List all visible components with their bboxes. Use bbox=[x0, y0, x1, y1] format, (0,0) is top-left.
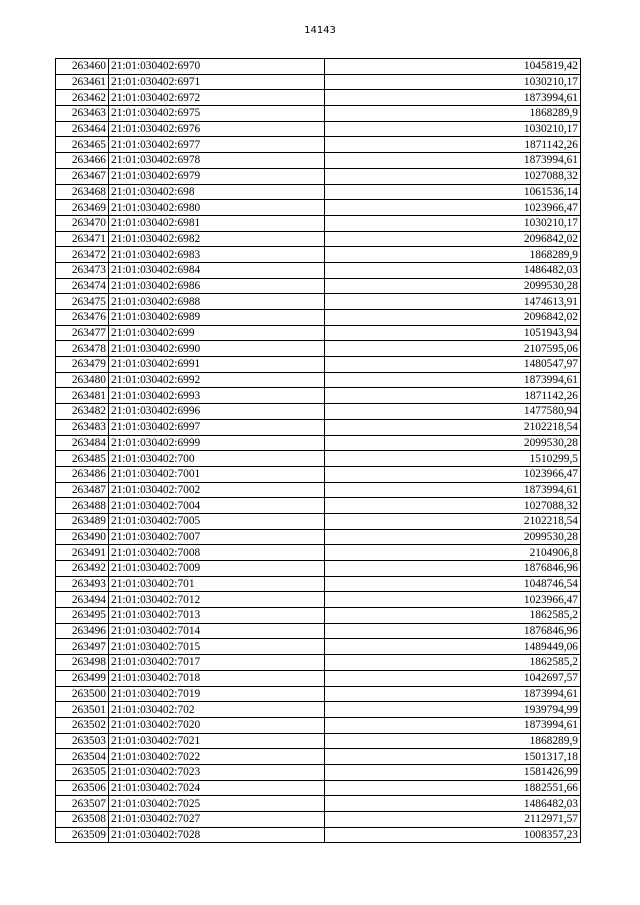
cadastral-value-cell: 1486482,03 bbox=[325, 262, 581, 278]
table-row bbox=[56, 702, 581, 718]
cadastral-value-cell: 2112971,57 bbox=[325, 812, 581, 828]
cadastral-value-cell: 1868289,9 bbox=[325, 733, 581, 749]
cadastral-value-cell: 1871142,26 bbox=[325, 388, 581, 404]
row-number-cell: 263478 bbox=[56, 341, 109, 357]
cadastral-number-cell: 21:01:030402:6977 bbox=[109, 137, 325, 153]
row-number-cell: 263488 bbox=[56, 498, 109, 514]
row-number-cell: 263479 bbox=[56, 357, 109, 373]
cadastral-number-cell: 21:01:030402:7014 bbox=[109, 623, 325, 639]
table-row bbox=[56, 278, 581, 294]
row-number-cell: 263477 bbox=[56, 325, 109, 341]
cadastral-value-cell: 1501317,18 bbox=[325, 749, 581, 765]
cadastral-number-cell: 21:01:030402:7001 bbox=[109, 466, 325, 482]
row-number-cell: 263491 bbox=[56, 545, 109, 561]
cadastral-value-cell: 1876846,96 bbox=[325, 623, 581, 639]
cadastral-value-cell: 1027088,32 bbox=[325, 168, 581, 184]
cadastral-value-cell: 1023966,47 bbox=[325, 200, 581, 216]
page-number: 14143 bbox=[304, 25, 336, 36]
table-row bbox=[56, 168, 581, 184]
table-row bbox=[56, 592, 581, 608]
cadastral-number-cell: 21:01:030402:6976 bbox=[109, 121, 325, 137]
cadastral-value-cell: 1939794,99 bbox=[325, 702, 581, 718]
row-number-cell: 263464 bbox=[56, 121, 109, 137]
row-number-cell: 263468 bbox=[56, 184, 109, 200]
cadastral-number-cell: 21:01:030402:7012 bbox=[109, 592, 325, 608]
row-number-cell: 263509 bbox=[56, 827, 109, 843]
cadastral-number-cell: 21:01:030402:6989 bbox=[109, 310, 325, 326]
cadastral-number-cell: 21:01:030402:6975 bbox=[109, 106, 325, 122]
table-row bbox=[56, 466, 581, 482]
table-row bbox=[56, 419, 581, 435]
cadastral-value-cell: 1882551,66 bbox=[325, 780, 581, 796]
cadastral-value-cell: 1873994,61 bbox=[325, 717, 581, 733]
cadastral-number-cell: 21:01:030402:6991 bbox=[109, 357, 325, 373]
cadastral-value-cell: 1030210,17 bbox=[325, 215, 581, 231]
row-number-cell: 263480 bbox=[56, 372, 109, 388]
row-number-cell: 263465 bbox=[56, 137, 109, 153]
table-row bbox=[56, 153, 581, 169]
cadastral-number-cell: 21:01:030402:6982 bbox=[109, 231, 325, 247]
row-number-cell: 263481 bbox=[56, 388, 109, 404]
cadastral-number-cell: 21:01:030402:6984 bbox=[109, 262, 325, 278]
cadastral-number-cell: 21:01:030402:7028 bbox=[109, 827, 325, 843]
row-number-cell: 263460 bbox=[56, 59, 109, 75]
table-row bbox=[56, 827, 581, 843]
cadastral-value-cell: 2099530,28 bbox=[325, 435, 581, 451]
table-row bbox=[56, 435, 581, 451]
cadastral-value-cell: 2099530,28 bbox=[325, 529, 581, 545]
cadastral-value-cell: 2102218,54 bbox=[325, 419, 581, 435]
row-number-cell: 263506 bbox=[56, 780, 109, 796]
row-number-cell: 263470 bbox=[56, 215, 109, 231]
table-row bbox=[56, 764, 581, 780]
row-number-cell: 263504 bbox=[56, 749, 109, 765]
row-number-cell: 263501 bbox=[56, 702, 109, 718]
table-row bbox=[56, 121, 581, 137]
cadastral-value-cell: 1876846,96 bbox=[325, 561, 581, 577]
cadastral-number-cell: 21:01:030402:6970 bbox=[109, 59, 325, 75]
table-row bbox=[56, 623, 581, 639]
cadastral-number-cell: 21:01:030402:7023 bbox=[109, 764, 325, 780]
table-row bbox=[56, 200, 581, 216]
cadastral-value-cell: 1873994,61 bbox=[325, 686, 581, 702]
cadastral-number-cell: 21:01:030402:7018 bbox=[109, 670, 325, 686]
table-row bbox=[56, 796, 581, 812]
cadastral-number-cell: 21:01:030402:7019 bbox=[109, 686, 325, 702]
table-row bbox=[56, 733, 581, 749]
cadastral-number-cell: 21:01:030402:6978 bbox=[109, 153, 325, 169]
row-number-cell: 263461 bbox=[56, 74, 109, 90]
cadastral-number-cell: 21:01:030402:7027 bbox=[109, 812, 325, 828]
table-row bbox=[56, 717, 581, 733]
table-row bbox=[56, 639, 581, 655]
row-number-cell: 263473 bbox=[56, 262, 109, 278]
cadastral-value-cell: 1873994,61 bbox=[325, 482, 581, 498]
table-row bbox=[56, 294, 581, 310]
cadastral-value-cell: 1862585,2 bbox=[325, 608, 581, 624]
table-row bbox=[56, 325, 581, 341]
row-number-cell: 263507 bbox=[56, 796, 109, 812]
cadastral-value-cell: 1048746,54 bbox=[325, 576, 581, 592]
cadastral-number-cell: 21:01:030402:6992 bbox=[109, 372, 325, 388]
cadastral-value-cell: 1480547,97 bbox=[325, 357, 581, 373]
cadastral-number-cell: 21:01:030402:7002 bbox=[109, 482, 325, 498]
cadastral-number-cell: 21:01:030402:6983 bbox=[109, 247, 325, 263]
row-number-cell: 263492 bbox=[56, 561, 109, 577]
cadastral-number-cell: 21:01:030402:7022 bbox=[109, 749, 325, 765]
table-row bbox=[56, 670, 581, 686]
table-row bbox=[56, 513, 581, 529]
table-row bbox=[56, 262, 581, 278]
cadastral-number-cell: 21:01:030402:6971 bbox=[109, 74, 325, 90]
table-row bbox=[56, 184, 581, 200]
row-number-cell: 263483 bbox=[56, 419, 109, 435]
table-row bbox=[56, 215, 581, 231]
row-number-cell: 263467 bbox=[56, 168, 109, 184]
table-row bbox=[56, 372, 581, 388]
cadastral-value-cell: 1030210,17 bbox=[325, 121, 581, 137]
row-number-cell: 263484 bbox=[56, 435, 109, 451]
cadastral-value-cell: 1862585,2 bbox=[325, 655, 581, 671]
cadastral-value-cell: 1868289,9 bbox=[325, 247, 581, 263]
row-number-cell: 263508 bbox=[56, 812, 109, 828]
cadastral-value-cell: 2107595,06 bbox=[325, 341, 581, 357]
row-number-cell: 263497 bbox=[56, 639, 109, 655]
cadastral-number-cell: 21:01:030402:6997 bbox=[109, 419, 325, 435]
table-row bbox=[56, 749, 581, 765]
table-row bbox=[56, 576, 581, 592]
table-row bbox=[56, 59, 581, 75]
table-row bbox=[56, 341, 581, 357]
table-row bbox=[56, 247, 581, 263]
table-row bbox=[56, 608, 581, 624]
row-number-cell: 263495 bbox=[56, 608, 109, 624]
row-number-cell: 263472 bbox=[56, 247, 109, 263]
cadastral-number-cell: 21:01:030402:7008 bbox=[109, 545, 325, 561]
cadastral-number-cell: 21:01:030402:6996 bbox=[109, 404, 325, 420]
table-row bbox=[56, 90, 581, 106]
row-number-cell: 263490 bbox=[56, 529, 109, 545]
cadastral-number-cell: 21:01:030402:6999 bbox=[109, 435, 325, 451]
cadastral-number-cell: 21:01:030402:6980 bbox=[109, 200, 325, 216]
table-row bbox=[56, 686, 581, 702]
cadastral-number-cell: 21:01:030402:7025 bbox=[109, 796, 325, 812]
row-number-cell: 263463 bbox=[56, 106, 109, 122]
cadastral-value-cell: 1030210,17 bbox=[325, 74, 581, 90]
cadastral-value-cell: 1868289,9 bbox=[325, 106, 581, 122]
cadastral-value-cell: 1873994,61 bbox=[325, 90, 581, 106]
table-row bbox=[56, 74, 581, 90]
cadastral-number-cell: 21:01:030402:6993 bbox=[109, 388, 325, 404]
cadastral-value-cell: 1873994,61 bbox=[325, 372, 581, 388]
cadastral-value-cell: 1027088,32 bbox=[325, 498, 581, 514]
row-number-cell: 263471 bbox=[56, 231, 109, 247]
cadastral-number-cell: 21:01:030402:7017 bbox=[109, 655, 325, 671]
row-number-cell: 263493 bbox=[56, 576, 109, 592]
cadastral-value-cell: 1871142,26 bbox=[325, 137, 581, 153]
cadastral-value-cell: 1042697,57 bbox=[325, 670, 581, 686]
cadastral-number-cell: 21:01:030402:7021 bbox=[109, 733, 325, 749]
row-number-cell: 263462 bbox=[56, 90, 109, 106]
table-row bbox=[56, 498, 581, 514]
table-row bbox=[56, 812, 581, 828]
row-number-cell: 263499 bbox=[56, 670, 109, 686]
cadastral-number-cell: 21:01:030402:6986 bbox=[109, 278, 325, 294]
table-row bbox=[56, 545, 581, 561]
table-row bbox=[56, 561, 581, 577]
table-row bbox=[56, 655, 581, 671]
cadastral-value-cell: 1474613,91 bbox=[325, 294, 581, 310]
row-number-cell: 263500 bbox=[56, 686, 109, 702]
cadastral-number-cell: 21:01:030402:702 bbox=[109, 702, 325, 718]
cadastral-number-cell: 21:01:030402:701 bbox=[109, 576, 325, 592]
table-row bbox=[56, 404, 581, 420]
cadastral-number-cell: 21:01:030402:7009 bbox=[109, 561, 325, 577]
cadastral-value-cell: 1061536,14 bbox=[325, 184, 581, 200]
table-row bbox=[56, 529, 581, 545]
cadastral-value-cell: 1581426,99 bbox=[325, 764, 581, 780]
cadastral-number-cell: 21:01:030402:6981 bbox=[109, 215, 325, 231]
cadastral-number-cell: 21:01:030402:7013 bbox=[109, 608, 325, 624]
row-number-cell: 263485 bbox=[56, 451, 109, 467]
cadastral-value-cell: 1489449,06 bbox=[325, 639, 581, 655]
row-number-cell: 263502 bbox=[56, 717, 109, 733]
cadastral-number-cell: 21:01:030402:7004 bbox=[109, 498, 325, 514]
cadastral-value-cell: 1023966,47 bbox=[325, 466, 581, 482]
table-row bbox=[56, 137, 581, 153]
cadastral-value-cell: 2096842,02 bbox=[325, 231, 581, 247]
table-row bbox=[56, 357, 581, 373]
cadastral-value-cell: 1477580,94 bbox=[325, 404, 581, 420]
table-row bbox=[56, 451, 581, 467]
cadastral-number-cell: 21:01:030402:6990 bbox=[109, 341, 325, 357]
cadastral-number-cell: 21:01:030402:700 bbox=[109, 451, 325, 467]
row-number-cell: 263474 bbox=[56, 278, 109, 294]
table-row bbox=[56, 388, 581, 404]
table-row bbox=[56, 106, 581, 122]
cadastral-number-cell: 21:01:030402:7015 bbox=[109, 639, 325, 655]
cadastral-value-cell: 1008357,23 bbox=[325, 827, 581, 843]
cadastral-value-cell: 2096842,02 bbox=[325, 310, 581, 326]
cadastral-value-table bbox=[55, 58, 581, 843]
row-number-cell: 263505 bbox=[56, 764, 109, 780]
cadastral-value-cell: 1045819,42 bbox=[325, 59, 581, 75]
cadastral-number-cell: 21:01:030402:6979 bbox=[109, 168, 325, 184]
row-number-cell: 263498 bbox=[56, 655, 109, 671]
row-number-cell: 263466 bbox=[56, 153, 109, 169]
cadastral-number-cell: 21:01:030402:6988 bbox=[109, 294, 325, 310]
cadastral-number-cell: 21:01:030402:7024 bbox=[109, 780, 325, 796]
cadastral-value-cell: 1486482,03 bbox=[325, 796, 581, 812]
cadastral-value-cell: 1510299,5 bbox=[325, 451, 581, 467]
cadastral-value-cell: 2102218,54 bbox=[325, 513, 581, 529]
table-row bbox=[56, 310, 581, 326]
cadastral-value-cell: 2104906,8 bbox=[325, 545, 581, 561]
row-number-cell: 263475 bbox=[56, 294, 109, 310]
table-row bbox=[56, 231, 581, 247]
cadastral-number-cell: 21:01:030402:7007 bbox=[109, 529, 325, 545]
cadastral-number-cell: 21:01:030402:699 bbox=[109, 325, 325, 341]
table-row bbox=[56, 780, 581, 796]
table-row bbox=[56, 482, 581, 498]
cadastral-number-cell: 21:01:030402:7005 bbox=[109, 513, 325, 529]
row-number-cell: 263496 bbox=[56, 623, 109, 639]
row-number-cell: 263469 bbox=[56, 200, 109, 216]
row-number-cell: 263487 bbox=[56, 482, 109, 498]
row-number-cell: 263486 bbox=[56, 466, 109, 482]
cadastral-value-cell: 1051943,94 bbox=[325, 325, 581, 341]
cadastral-value-cell: 1023966,47 bbox=[325, 592, 581, 608]
cadastral-value-cell: 1873994,61 bbox=[325, 153, 581, 169]
row-number-cell: 263482 bbox=[56, 404, 109, 420]
cadastral-number-cell: 21:01:030402:7020 bbox=[109, 717, 325, 733]
row-number-cell: 263503 bbox=[56, 733, 109, 749]
row-number-cell: 263476 bbox=[56, 310, 109, 326]
cadastral-number-cell: 21:01:030402:698 bbox=[109, 184, 325, 200]
cadastral-value-cell: 2099530,28 bbox=[325, 278, 581, 294]
row-number-cell: 263494 bbox=[56, 592, 109, 608]
cadastral-number-cell: 21:01:030402:6972 bbox=[109, 90, 325, 106]
table-body bbox=[56, 59, 581, 843]
row-number-cell: 263489 bbox=[56, 513, 109, 529]
